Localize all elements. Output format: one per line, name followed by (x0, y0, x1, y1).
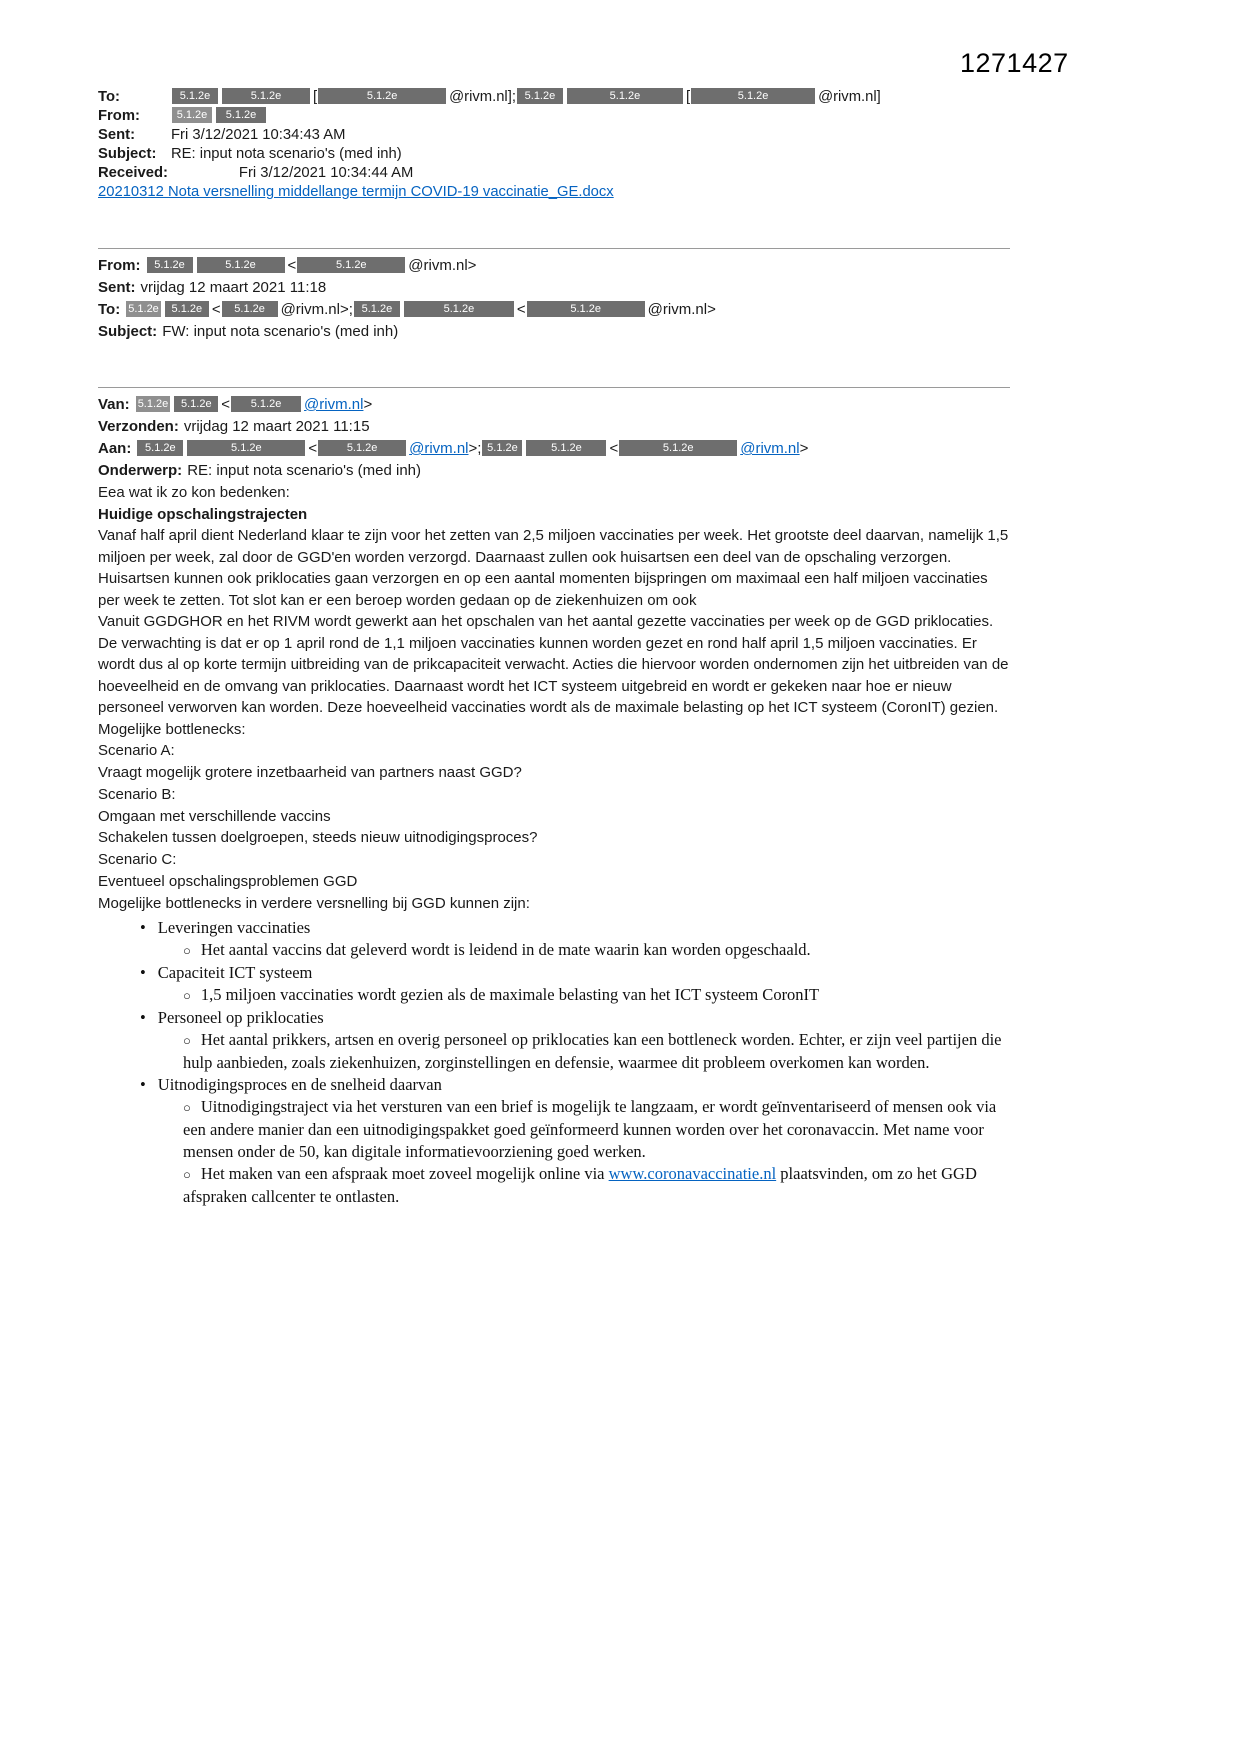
sub-bullet-marker-icon: ○ (183, 1099, 191, 1115)
redaction-box: 5.1.2e (172, 107, 212, 123)
email3-aan-row (98, 438, 1010, 460)
email2-subject-row (98, 321, 1010, 343)
redaction-box: 5.1.2e (174, 396, 218, 412)
bullet-item (98, 917, 1010, 939)
text-segment: @rivm.nl> (408, 257, 477, 274)
text-segment: @rivm.nl]; (449, 89, 516, 105)
bullet-marker-icon: • (140, 917, 146, 937)
redaction-box: 5.1.2e (222, 88, 310, 104)
scenario-a-text: Vraagt mogelijk grotere inzetbaarheid van partners naast GGD? (98, 764, 522, 782)
scenario-a-label: Scenario A: (98, 742, 175, 760)
sub-bullet-item (98, 1029, 1010, 1074)
redaction-box: 5.1.2e (354, 301, 400, 317)
text-segment: @rivm.nl] (818, 89, 881, 105)
sub-bullet-item (98, 1163, 1010, 1208)
bullet-marker-icon: • (140, 1074, 146, 1094)
redaction-box: 5.1.2e (187, 440, 305, 456)
redaction-box: 5.1.2e (318, 440, 406, 456)
redaction-box: 5.1.2e (527, 301, 645, 317)
sub-bullet-marker-icon: ○ (183, 942, 191, 958)
sub-bullet-item (98, 984, 1010, 1007)
bullet-item (98, 1074, 1010, 1096)
link[interactable]: www.coronavaccinatie.nl (608, 1163, 777, 1183)
email-body (98, 482, 1010, 1208)
text-segment: Fri 3/12/2021 10:34:43 AM (171, 127, 346, 143)
bullet-title: Personeel op priklocaties (157, 1007, 324, 1027)
text-segment: Het aantal prikkers, artsen en overig personeel op priklocaties kan een bottleneck worden. Echter, er zijn veel partijen die hulp aanbieden, zoals ziekenhuizen, zorginstellingen en defensie, waarmee dit probleem overkomen kan worden. (183, 1029, 1002, 1072)
bullet-title: Uitnodigingsproces en de snelheid daarvan (157, 1074, 442, 1094)
email2-to-row (98, 299, 1010, 321)
document-number: 1271427 (960, 48, 1069, 78)
sub-bullet-item (98, 1096, 1010, 1163)
sub-bullet-item (98, 939, 1010, 962)
email1-subject-row (98, 145, 1010, 164)
redaction-box: 5.1.2e (128, 303, 159, 316)
email1-from-row (98, 107, 1010, 126)
body-paragraph-2: Vanuit GGDGHOR en het RIVM wordt gewerkt aan het opschalen van het aantal gezette vaccinaties per week op de GGD priklocaties. De verwachting is dat er op 1 april rond de 1,1 miljoen vaccinaties kunnen worden gezet en rond half april 1,5 miljoen vaccinaties. Er wordt dus al op korte termijn uitbreiding van de prikcapaciteit verwacht. Acties die hiervoor worden ondernomen zijn het uitbreiden van de hoeveelheid en de omvang van priklocaties. Daarnaast wordt het ICT systeem uitgebreid en wordt er gekeken naar hoe er nieuw personeel verworven kan worden. Deze hoeveelheid vaccinaties wordt als de maximale belasting op het ICT systeem (CoronIT) gezien. (98, 613, 1009, 716)
text-segment: 1,5 miljoen vaccinaties wordt gezien als de maximale belasting van het ICT systeem CoronIT (200, 984, 820, 1004)
text-segment: vrijdag 12 maart 2021 11:15 (183, 418, 370, 435)
body-paragraph-1: Vanaf half april dient Nederland klaar te zijn voor het zetten van 2,5 miljoen vaccinaties per week. Het grootste deel daarvan, namelijk 1,5 miljoen per week, zal door de GGD'en worden verzorgd. Daarnaast zullen ook huisartsen een deel van de opschaling verzorgen. Huisartsen kunnen ook priklocaties gaan verzorgen en op een aantal momenten bijspringen om maximaal een half miljoen vaccinaties per week te zetten. Tot slot kan er een beroep worden gedaan op de ziekenhuizen om ook (98, 527, 1009, 609)
redaction-box: 5.1.2e (165, 301, 209, 317)
email3-onderwerp-row (98, 460, 1010, 482)
text-segment: < (609, 440, 619, 457)
text-segment: Het aantal vaccins dat geleverd wordt is leidend in de mate waarin kan worden opgeschaald. (200, 939, 811, 959)
bullet-item (98, 962, 1010, 984)
bullet-marker-icon: • (140, 962, 146, 982)
field-label: Received: (98, 165, 168, 181)
redaction-box: 5.1.2e (619, 440, 737, 456)
scenario-b-label: Scenario B: (98, 785, 176, 803)
field-label: Subject: (98, 323, 158, 340)
text-segment: < (516, 301, 526, 318)
redaction-box: 5.1.2e (567, 88, 683, 104)
text-segment: @rivm.nl> (647, 301, 716, 318)
sub-bullet-marker-icon: ○ (183, 1166, 191, 1182)
bullet-list (98, 917, 1010, 1208)
redaction-box: 5.1.2e (222, 301, 278, 317)
text-segment: > (363, 396, 373, 413)
text-segment: > (799, 440, 809, 457)
scenario-b-text-2: Schakelen tussen doelgroepen, steeds nieuw uitnodigingsproces? (98, 829, 538, 847)
email1-sent-row (98, 126, 1010, 145)
redaction-box: 5.1.2e (197, 257, 285, 273)
bullet-title: Leveringen vaccinaties (157, 917, 311, 937)
bottlenecks-title: Mogelijke bottlenecks: (98, 720, 246, 738)
redaction-box: 5.1.2e (172, 88, 218, 104)
scenario-c-text: Eventueel opschalingsproblemen GGD (98, 873, 358, 891)
field-label: Verzonden: (98, 418, 179, 435)
field-label: Subject: (98, 146, 157, 162)
text-segment: vrijdag 12 maart 2021 11:18 (140, 279, 327, 296)
email2-from-row (98, 255, 1010, 277)
redaction-box: 5.1.2e (691, 88, 815, 104)
email3-van-row (98, 394, 1010, 416)
field-label: Onderwerp: (98, 462, 183, 479)
text-segment: @rivm.nl>; (280, 301, 353, 318)
text-segment: < (211, 301, 221, 318)
redaction-box: 5.1.2e (526, 440, 606, 456)
field-label: To: (98, 89, 120, 105)
email1-to-row (98, 88, 1010, 107)
field-label: Van: (98, 396, 130, 413)
link[interactable]: @rivm.nl (740, 440, 800, 457)
page-content (98, 0, 1010, 1208)
redaction-box: 5.1.2e (137, 398, 169, 411)
text-segment: < (221, 396, 231, 413)
field-label: Aan: (98, 440, 132, 457)
sub-bullet-marker-icon: ○ (183, 1032, 191, 1048)
email-header-2 (98, 248, 1010, 343)
redaction-box: 5.1.2e (137, 440, 183, 456)
scenario-c-label: Scenario C: (98, 851, 177, 869)
bullet-marker-icon: • (140, 1007, 146, 1027)
text-segment: < (308, 440, 318, 457)
email1-received-row (98, 164, 1010, 183)
link[interactable]: @rivm.nl (409, 440, 469, 457)
bullets-intro: Mogelijke bottlenecks in verdere versnelling bij GGD kunnen zijn: (98, 894, 530, 912)
redaction-box: 5.1.2e (297, 257, 405, 273)
text-segment: RE: input nota scenario's (med inh) (187, 462, 421, 479)
body-heading: Huidige opschalingstrajecten (98, 505, 308, 523)
sub-bullet-marker-icon: ○ (183, 987, 191, 1003)
text-segment: RE: input nota scenario's (med inh) (171, 146, 402, 162)
bullet-item (98, 1007, 1010, 1029)
text-segment: Het maken van een afspraak moet zoveel mogelijk online via (200, 1163, 609, 1183)
redaction-box: 5.1.2e (318, 88, 446, 104)
link[interactable]: @rivm.nl (304, 396, 364, 413)
email2-sent-row (98, 277, 1010, 299)
redaction-box: 5.1.2e (517, 88, 563, 104)
field-label: Sent: (98, 279, 136, 296)
attachment-link[interactable]: 20210312 Nota versnelling middellange termijn COVID-19 vaccinatie_GE.docx (98, 184, 614, 200)
field-label: To: (98, 301, 121, 318)
redaction-box: 5.1.2e (231, 396, 301, 412)
text-segment: FW: input nota scenario's (med inh) (162, 323, 399, 340)
redaction-box: 5.1.2e (404, 301, 514, 317)
redaction-box: 5.1.2e (482, 440, 522, 456)
text-segment: [ (313, 89, 318, 105)
field-label: From: (98, 108, 140, 124)
redaction-box: 5.1.2e (147, 257, 193, 273)
redaction-box: 5.1.2e (216, 107, 266, 123)
text-segment: plaatsvinden, om zo het GGD afspraken callcenter te ontlasten. (183, 1163, 977, 1206)
scenario-b-text-1: Omgaan met verschillende vaccins (98, 807, 331, 825)
bullet-title: Capaciteit ICT systeem (157, 962, 313, 982)
field-label: Sent: (98, 127, 135, 143)
text-segment: Fri 3/12/2021 10:34:44 AM (238, 165, 414, 181)
email3-verzonden-row (98, 416, 1010, 438)
body-intro: Eea wat ik zo kon bedenken: (98, 484, 290, 501)
email-header-1 (98, 88, 1010, 202)
email-header-3 (98, 387, 1010, 482)
text-segment: < (287, 257, 297, 274)
text-segment: [ (685, 89, 691, 105)
field-label: From: (98, 257, 141, 274)
text-segment: Uitnodigingstraject via het versturen van een brief is mogelijk te langzaam, er wordt geïnventariseerd of mensen ook via een andere manier dan een uitnodigingspakket goed geïnformeerd kunnen worden over het coronavaccin. Met name voor mensen onder de 50, kan digitale informatievoorziening goed werken. (183, 1096, 997, 1161)
attachment-row (98, 183, 1010, 202)
text-segment: >; (468, 440, 482, 457)
